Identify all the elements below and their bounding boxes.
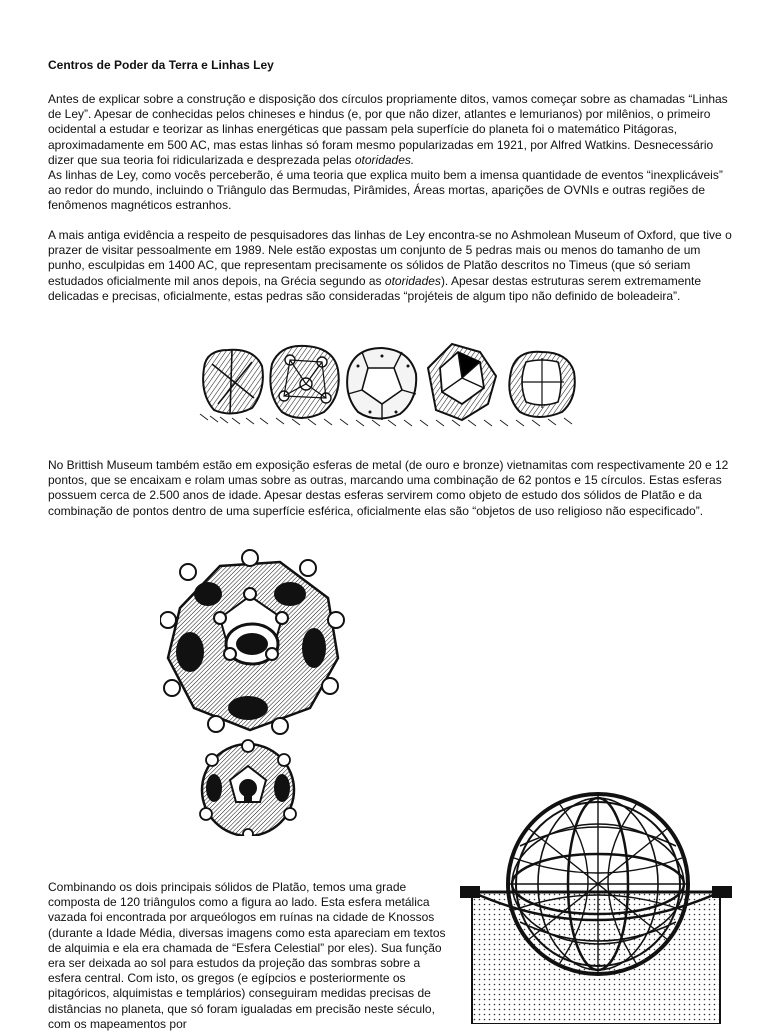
celestial-sphere	[508, 794, 688, 974]
dodecahedron-spheres-illustration	[160, 548, 350, 836]
stone-4	[428, 344, 496, 420]
paragraph-british-museum: No Brittish Museum também estão em exposição esferas de metal (de ouro e bronze) vietnamitas com respectivamente 20 e 12 pontos, que se encaixam e rolam umas sobre as outras, marcando uma combinação de 62 pontos e 15 círculos. Estas esferas possuem cerca de 2.500 anos de idade. Apesar destas esferas servirem como objeto de estudo dos sólidos de Platão e da combinação de pontos dentro de uma superfície esférica, oficialmente elas são “objetos de uso religioso não especificado”.	[48, 458, 729, 518]
small-sphere	[200, 740, 296, 836]
italic-term: otoridades.	[354, 152, 415, 167]
document-title: Centros de Poder da Terra e Linhas Ley	[48, 58, 274, 72]
stone-2	[270, 346, 338, 418]
celestial-sphere-illustration	[458, 788, 734, 1024]
paragraph-text: ). Apesar destas estruturas serem extremamente delicadas e precisas, oficialmente, estas pedras são consideradas “projéteis de algum tipo não definido de boleadeira”.	[48, 273, 702, 303]
paragraph-text: Antes de explicar sobre a construção e disposição dos círculos propriamente ditos, vamos começar sobre as chamadas “Linhas de Ley”. Apesar de conhecidas pelos chineses e hindus (e, por que não dizer, atlantes e lemurianos) por milênios, o primeiro ocidental a estudar e teorizar as linhas energéticas que passam pela superfície do planeta foi o matemático Pitágoras, aproximadamente em 500 AC, mas estas linhas só foram mesmo popularizadas em 1921, por Alfred Watkins. Desnecessário dizer que sua teoria foi ridicularizada e desprezada pelas	[48, 92, 728, 167]
paragraph-ley-lines-intro	[48, 92, 732, 214]
paragraph-text: As linhas de Ley, como vocês perceberão, é uma teoria que explica muito bem a imensa quantidade de eventos “inexplicáveis” ao redor do mundo, incluindo o Triângulo das Bermudas, Pirâmides, Áreas mortas, aparições de OVNIs e outras regiões de fenômenos magnéticos estranhos.	[48, 168, 723, 213]
paragraph-text: A mais antiga evidência a respeito de pesquisadores das linhas de Ley encontra-se no Ashmolean Museum of Oxford, que tive o prazer de visitar pessoalmente em 1989. Nele estão expostas um conjunto de 5 pedras mais ou menos do tamanho de um punho, esculpidas em 1400 AC, que representam precisamente os sólidos de Platão descritos no Timeus (que só seriam estudados oficialmente mil anos depois, na Grécia segundo as	[48, 228, 732, 288]
carved-stones-illustration	[196, 338, 588, 430]
paragraph-knossos-sphere: Combinando os dois principais sólidos de Platão, temos uma grade composta de 120 triângulos como a figura ao lado. Esta esfera metálica vazada foi encontrada por arqueólogos em ruínas na cidade de Knossos (durante a Idade Média, diversas imagens como esta apareciam em textos de alquimia e ela era chamada de “Esfera Celestial” por eles). Sua função era ser deixada ao sol para estudos da projeção das sombras sobre a esfera central. Com isto, os gregos (e egípcios e posteriormente os pitagóricos, alquimistas e templários) conseguiram medidas precisas de distâncias no planeta, que só foram igualadas em precisão neste século, com os mapeamentos por	[48, 880, 446, 1031]
large-sphere	[160, 550, 344, 734]
stone-3	[347, 348, 416, 420]
stone-1	[203, 350, 263, 414]
italic-term: otoridades	[384, 273, 441, 288]
stone-5	[509, 352, 574, 417]
paragraph-ashmolean	[48, 228, 732, 304]
